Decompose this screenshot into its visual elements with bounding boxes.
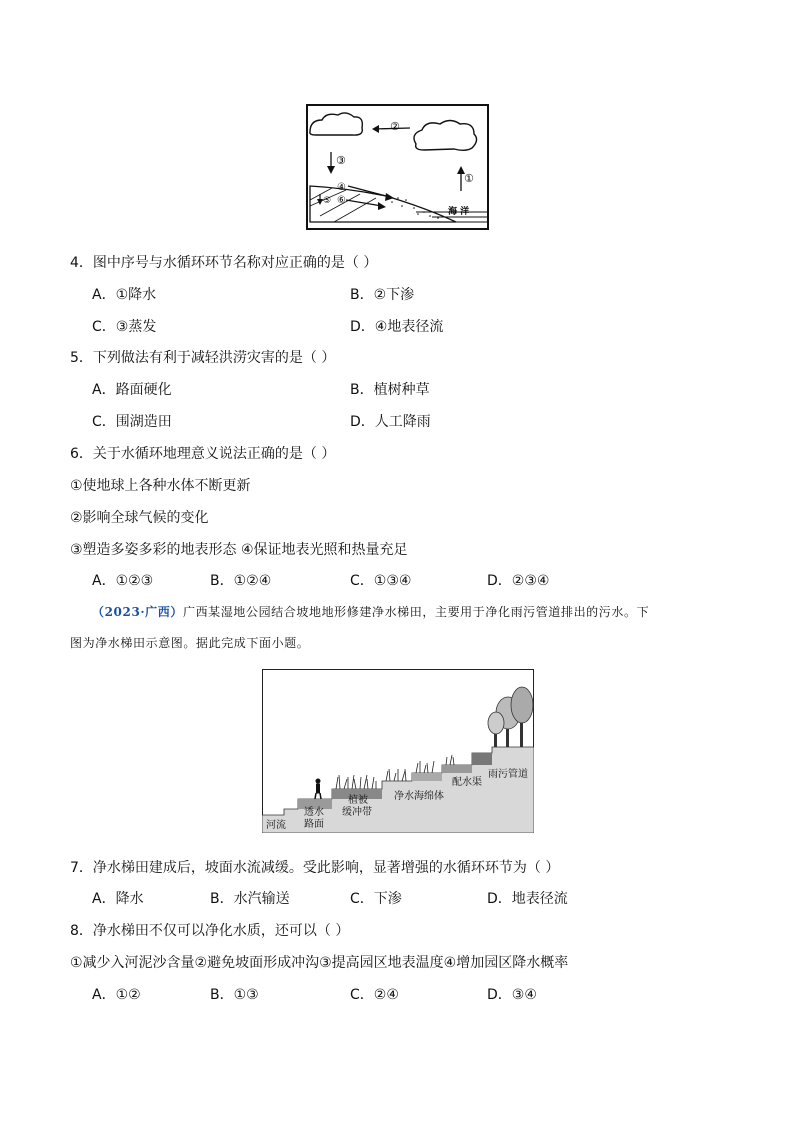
label-5: ⑤ [323, 196, 332, 206]
label-1: ① [464, 172, 474, 185]
q7-option-c[interactable]: C．下渗 [350, 891, 402, 907]
water-cycle-figure [306, 104, 489, 230]
question-text: 净水梯田建成后，坡面水流减缓。受此影响，显著增强的水循环环节为（ ） [92, 860, 560, 876]
q4-option-c[interactable]: C．③蒸发 [92, 319, 157, 335]
label-6: ⑥ [337, 195, 346, 206]
q4-option-d[interactable]: D．④地表径流 [350, 319, 444, 335]
q6-statement-2: ②影响全球气候的变化 [70, 510, 209, 526]
question-number: 8． [70, 923, 93, 939]
q6-option-d[interactable]: D．②③④ [487, 573, 550, 589]
label-sponge: 净水海绵体 [394, 791, 444, 802]
q7-option-a[interactable]: A．降水 [92, 891, 144, 907]
q4-option-b[interactable]: B．②下渗 [350, 287, 415, 303]
terrace-figure [262, 669, 534, 833]
label-veg-top: 植被 [348, 795, 368, 806]
q6-statement-1: ①使地球上各种水体不断更新 [70, 478, 251, 494]
material-intro-line-1 [92, 603, 649, 620]
label-veg-bottom: 缓冲带 [342, 807, 372, 818]
question-number: 4． [70, 255, 93, 271]
question-text: 下列做法有利于减轻洪涝灾害的是（ ） [92, 350, 336, 366]
intro-text: 广西某湿地公园结合坡地地形修建净水梯田，主要用于净化雨污管道排出的污水。下 [182, 605, 650, 619]
material-intro-line-2: 图为净水梯田示意图。据此完成下面小题。 [70, 636, 310, 650]
question-5-stem [70, 347, 335, 367]
q5-option-d[interactable]: D．人工降雨 [350, 414, 431, 430]
q8-option-b[interactable]: B．①③ [210, 987, 259, 1003]
question-8-stem [70, 920, 349, 940]
source-tag: （2023·广西） [92, 605, 183, 619]
question-text: 关于水循环地理意义说法正确的是（ ） [92, 446, 336, 462]
question-4-stem [70, 252, 377, 272]
question-6-stem [70, 443, 335, 463]
q5-option-b[interactable]: B．植树种草 [350, 382, 430, 398]
q7-option-d[interactable]: D．地表径流 [487, 891, 568, 907]
q4-option-a[interactable]: A．①降水 [92, 287, 157, 303]
q8-statements: ①减少入河泥沙含量②避免坡面形成冲沟③提高园区地表温度④增加园区降水概率 [70, 955, 569, 971]
question-number: 7． [70, 860, 93, 876]
water-cycle-diagram [306, 104, 489, 230]
question-number: 5． [70, 350, 93, 366]
label-road-bottom: 路面 [304, 819, 324, 830]
q7-option-b[interactable]: B．水汽输送 [210, 891, 290, 907]
q6-option-b[interactable]: B．①②④ [210, 573, 272, 589]
label-4: ④ [337, 182, 346, 193]
label-river: 河流 [266, 820, 286, 831]
label-road-top: 透水 [304, 807, 324, 818]
q8-option-c[interactable]: C．②④ [350, 987, 399, 1003]
terrace-diagram [262, 669, 534, 833]
question-text: 净水梯田不仅可以净化水质，还可以（ ） [92, 923, 350, 939]
q6-option-c[interactable]: C．①③④ [350, 573, 412, 589]
q8-option-d[interactable]: D．③④ [487, 987, 537, 1003]
label-2: ② [390, 120, 400, 133]
label-pipe: 雨污管道 [488, 769, 528, 780]
label-channel: 配水渠 [452, 777, 482, 788]
question-number: 6． [70, 446, 93, 462]
question-text: 图中序号与水循环环节名称对应正确的是（ ） [92, 255, 378, 271]
q5-option-c[interactable]: C．围湖造田 [92, 414, 172, 430]
label-3: ③ [336, 154, 346, 167]
q6-statement-3: ③塑造多姿多彩的地表形态 ④保证地表光照和热量充足 [70, 542, 408, 558]
question-7-stem [70, 857, 559, 877]
q5-option-a[interactable]: A．路面硬化 [92, 382, 172, 398]
sea-label: 海 洋 [448, 207, 470, 217]
q6-option-a[interactable]: A．①②③ [92, 573, 154, 589]
q8-option-a[interactable]: A．①② [92, 987, 141, 1003]
